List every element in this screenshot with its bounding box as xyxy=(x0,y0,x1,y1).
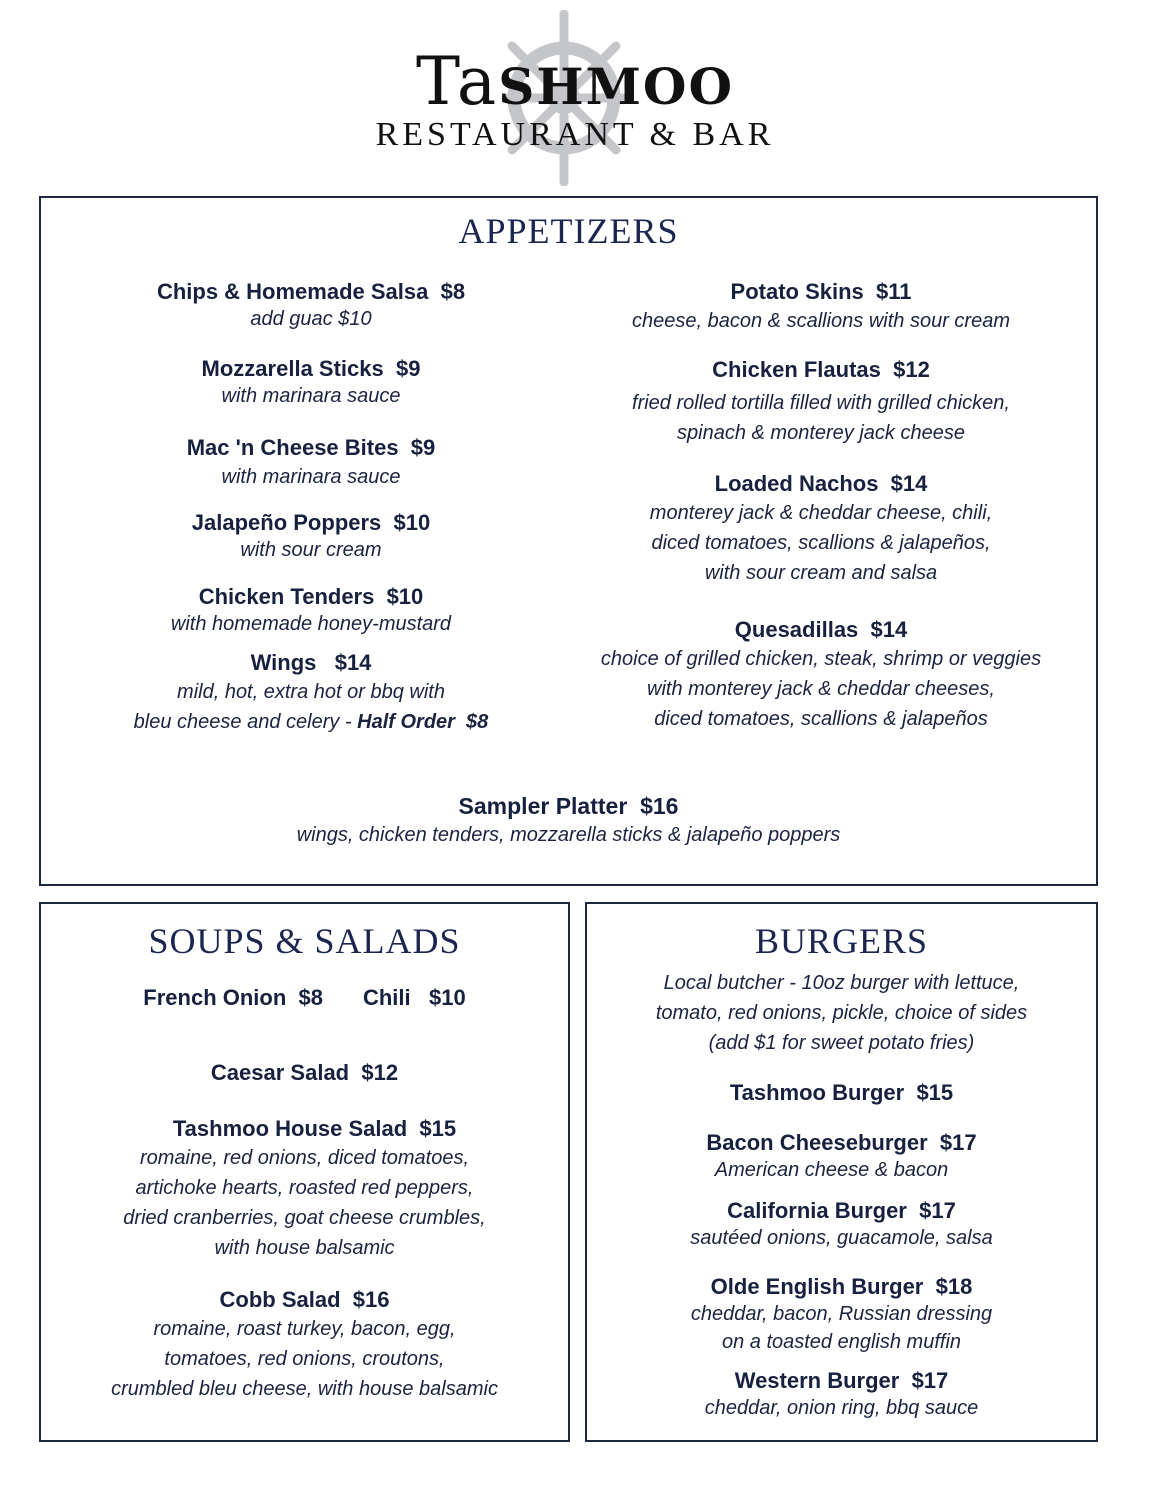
item-desc: mild, hot, extra hot or bbq with xyxy=(177,681,445,703)
item-name: Quesadillas $14 xyxy=(734,617,908,642)
item-desc: with sour cream xyxy=(240,539,382,561)
item-name: Mozzarella Sticks $9 xyxy=(201,356,421,381)
intro-line: Local butcher - 10oz burger with lettuce, xyxy=(663,972,1020,994)
item-name: Mac 'n Cheese Bites $9 xyxy=(186,435,436,460)
item-name: Sampler Platter $16 xyxy=(458,793,679,819)
burgers-section xyxy=(585,902,1098,1442)
item-name: Western Burger $17 xyxy=(734,1368,949,1393)
restaurant-logo xyxy=(0,0,1150,190)
item-name: Chicken Tenders $10 xyxy=(198,584,424,609)
menu-item xyxy=(61,355,561,409)
soup-row xyxy=(41,984,568,1012)
menu-item xyxy=(571,356,1071,448)
item-desc: sautéed onions, guacamole, salsa xyxy=(690,1227,993,1249)
item-desc: wings, chicken tenders, mozzarella sticks & jalapeño poppers xyxy=(296,824,841,846)
item-desc: spinach & monterey jack cheese xyxy=(677,422,965,444)
menu-item xyxy=(41,1115,568,1263)
item-desc: bleu cheese and celery - Half Order $8 xyxy=(133,711,489,733)
item-name: Potato Skins $11 xyxy=(730,279,912,304)
menu-item xyxy=(41,1286,568,1404)
item-name: Chips & Homemade Salsa $8 xyxy=(156,279,466,304)
intro-line: tomato, red onions, pickle, choice of sides xyxy=(655,1002,1028,1024)
menu-item xyxy=(587,1367,1096,1421)
section-heading: BURGERS xyxy=(754,921,929,961)
item-desc: with marinara sauce xyxy=(221,466,401,488)
menu-item xyxy=(61,278,561,332)
menu-item xyxy=(61,509,561,563)
section-heading: APPETIZERS xyxy=(458,211,679,251)
item-desc: monterey jack & cheddar cheese, chili, xyxy=(649,502,993,524)
menu-item xyxy=(587,1079,1096,1107)
menu-item xyxy=(571,470,1071,588)
item-name: Jalapeño Poppers $10 xyxy=(191,510,431,535)
item-desc: dried cranberries, goat cheese crumbles, xyxy=(123,1207,486,1229)
item-desc: American cheese & bacon xyxy=(714,1159,949,1181)
item-name: French Onion $8 xyxy=(143,985,323,1010)
menu-item xyxy=(61,434,561,492)
section-heading: SOUPS & SALADS xyxy=(148,921,461,961)
item-desc: with marinara sauce xyxy=(221,385,401,407)
item-desc: on a toasted english muffin xyxy=(721,1331,962,1353)
item-name: Chicken Flautas $12 xyxy=(712,357,930,382)
logo-title: TaSHMOO xyxy=(415,43,735,120)
intro-line: (add $1 for sweet potato fries) xyxy=(708,1032,975,1054)
item-name: Cobb Salad $16 xyxy=(219,1287,390,1312)
item-desc: choice of grilled chicken, steak, shrimp or veggies xyxy=(600,648,1042,670)
menu-item xyxy=(61,583,561,637)
item-desc: diced tomatoes, scallions & jalapeños, xyxy=(651,532,991,554)
item-desc: with sour cream and salsa xyxy=(704,562,938,584)
item-desc: cheese, bacon & scallions with sour cream xyxy=(632,310,1010,332)
item-desc: with monterey jack & cheddar cheeses, xyxy=(647,678,995,700)
item-desc: artichoke hearts, roasted red peppers, xyxy=(135,1177,474,1199)
item-desc: with homemade honey-mustard xyxy=(170,613,452,635)
item-name: Tashmoo Burger $15 xyxy=(729,1080,954,1105)
item-desc: romaine, red onions, diced tomatoes, xyxy=(139,1147,470,1169)
appetizers-section xyxy=(39,196,1098,886)
item-name: Tashmoo House Salad $15 xyxy=(172,1116,457,1141)
item-name: Olde English Burger $18 xyxy=(710,1274,973,1299)
menu-item xyxy=(61,649,561,737)
soups-salads-section xyxy=(39,902,570,1442)
item-desc: cheddar, onion ring, bbq sauce xyxy=(704,1397,979,1419)
menu-item xyxy=(587,1273,1096,1357)
menu-item xyxy=(41,1059,568,1087)
item-name: Loaded Nachos $14 xyxy=(714,471,928,496)
item-desc: cheddar, bacon, Russian dressing xyxy=(690,1303,993,1325)
item-desc: romaine, roast turkey, bacon, egg, xyxy=(153,1318,456,1340)
item-name: Bacon Cheeseburger $17 xyxy=(706,1130,977,1155)
featured-menu-item xyxy=(41,792,1096,850)
menu-item xyxy=(571,616,1071,734)
item-desc: diced tomatoes, scallions & jalapeños xyxy=(654,708,988,730)
item-desc: with house balsamic xyxy=(214,1237,395,1259)
item-name: California Burger $17 xyxy=(727,1198,956,1223)
item-desc: tomatoes, red onions, croutons, xyxy=(164,1348,445,1370)
item-name: Wings $14 xyxy=(250,650,372,675)
logo-subtitle: RESTAURANT & BAR xyxy=(375,116,775,153)
item-desc: add guac $10 xyxy=(250,308,372,330)
half-order-price: Half Order $8 xyxy=(357,711,489,733)
item-name: Caesar Salad $12 xyxy=(210,1060,399,1085)
menu-item xyxy=(587,1197,1096,1251)
menu-item xyxy=(587,1129,1096,1183)
menu-item xyxy=(571,278,1071,336)
item-desc: crumbled bleu cheese, with house balsamic xyxy=(111,1378,498,1400)
item-desc: fried rolled tortilla filled with grilled chicken, xyxy=(632,392,1010,414)
burgers-intro xyxy=(587,968,1096,1058)
item-name: Chili $10 xyxy=(362,985,466,1010)
